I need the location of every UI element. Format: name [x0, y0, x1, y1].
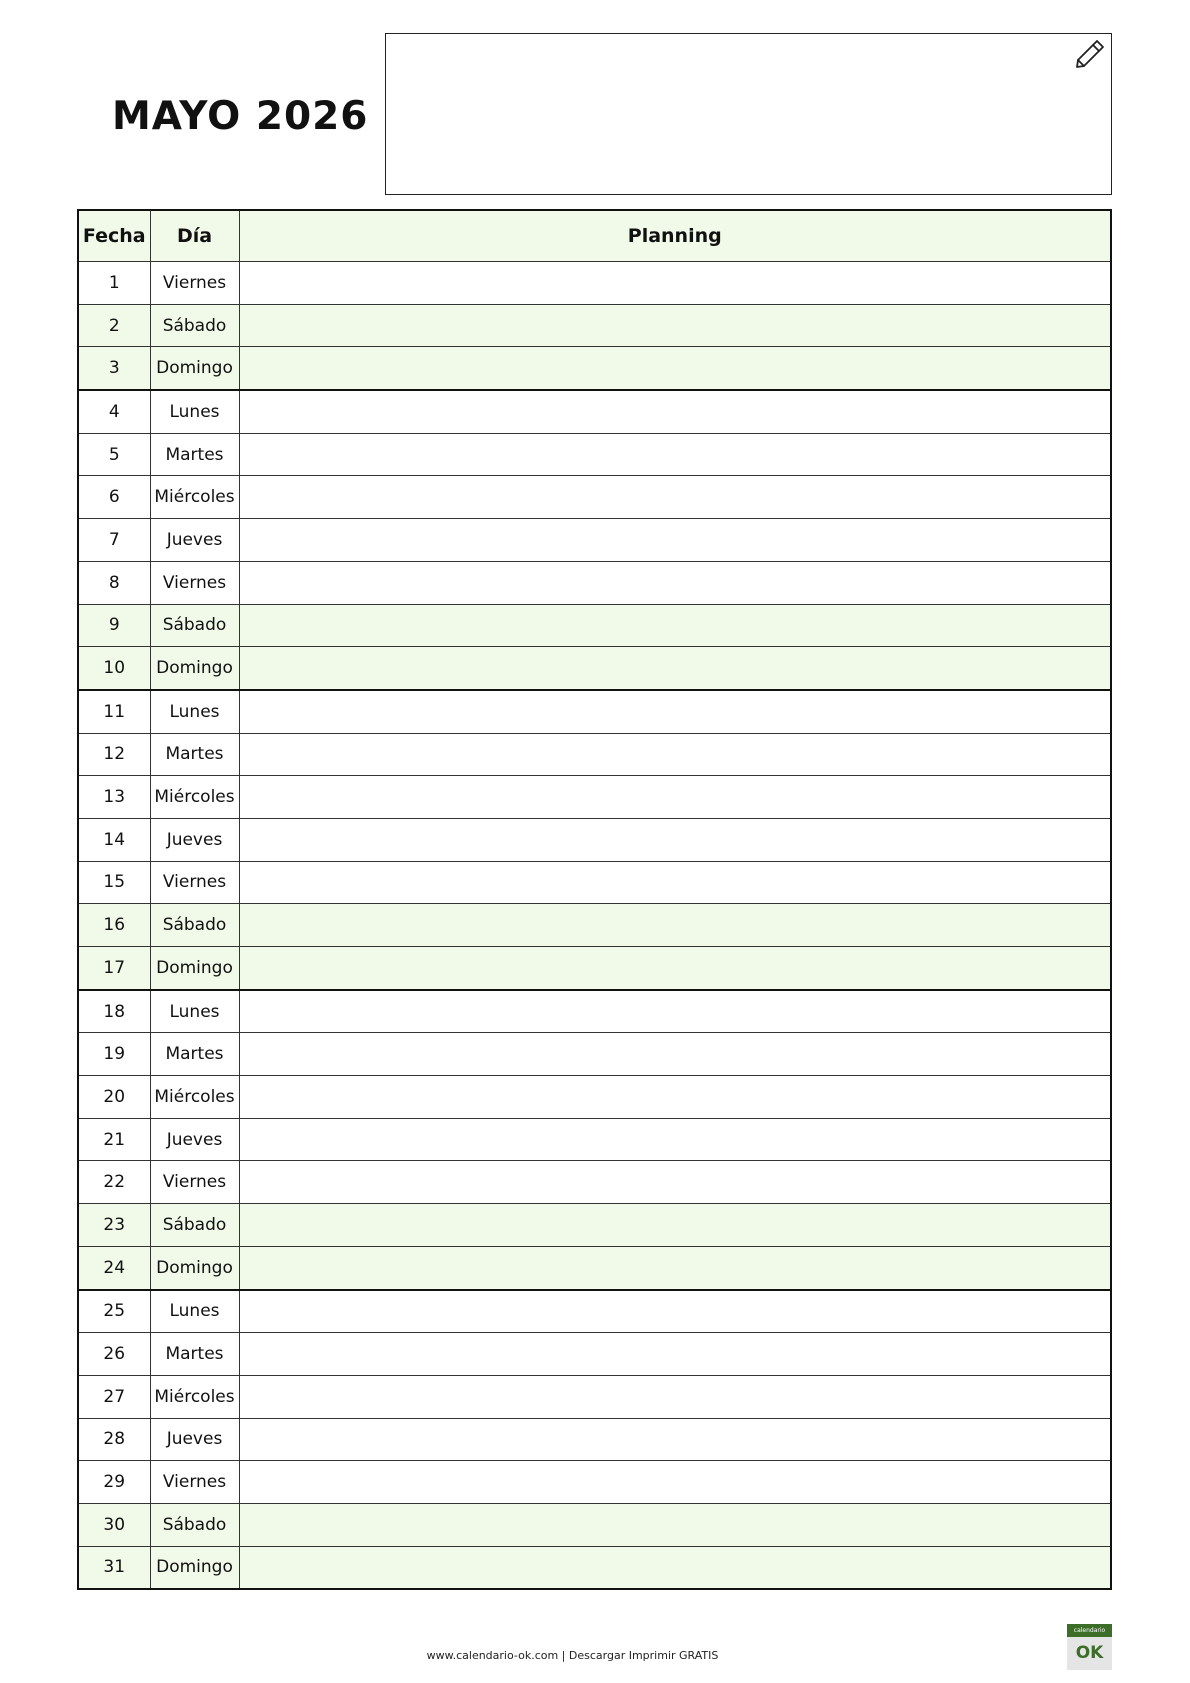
- pencil-icon[interactable]: [1073, 37, 1107, 71]
- date-cell: 16: [78, 904, 150, 947]
- day-cell: Martes: [150, 1333, 239, 1376]
- page-title: MAYO 2026: [112, 94, 369, 139]
- planning-cell[interactable]: [239, 390, 1111, 433]
- date-cell: 31: [78, 1546, 150, 1589]
- day-cell: Lunes: [150, 990, 239, 1033]
- table-row: [78, 647, 1111, 690]
- date-cell: 14: [78, 818, 150, 861]
- planning-cell[interactable]: [239, 1033, 1111, 1076]
- table-row: [78, 433, 1111, 476]
- table-row: [78, 1418, 1111, 1461]
- day-cell: Miércoles: [150, 776, 239, 819]
- table-row: [78, 1076, 1111, 1119]
- calendario-ok-logo[interactable]: [1067, 1624, 1112, 1670]
- header-fecha: Fecha: [78, 210, 150, 262]
- date-cell: 12: [78, 733, 150, 776]
- table-row: [78, 1375, 1111, 1418]
- day-cell: Jueves: [150, 519, 239, 562]
- day-cell: Miércoles: [150, 476, 239, 519]
- day-cell: Sábado: [150, 1503, 239, 1546]
- planning-cell[interactable]: [239, 861, 1111, 904]
- header-planning: Planning: [239, 210, 1111, 262]
- table-row: [78, 476, 1111, 519]
- date-cell: 18: [78, 990, 150, 1033]
- table-header-row: [78, 210, 1111, 262]
- date-cell: 11: [78, 690, 150, 733]
- date-cell: 8: [78, 561, 150, 604]
- planning-cell[interactable]: [239, 1375, 1111, 1418]
- date-cell: 2: [78, 304, 150, 347]
- planning-cell[interactable]: [239, 733, 1111, 776]
- date-cell: 28: [78, 1418, 150, 1461]
- planning-table: [77, 209, 1112, 1590]
- table-row: [78, 690, 1111, 733]
- planning-cell[interactable]: [239, 776, 1111, 819]
- table-row: [78, 347, 1111, 390]
- day-cell: Domingo: [150, 947, 239, 990]
- table-row: [78, 904, 1111, 947]
- planning-cell[interactable]: [239, 1418, 1111, 1461]
- table-row: [78, 1204, 1111, 1247]
- table-row: [78, 1118, 1111, 1161]
- day-cell: Viernes: [150, 861, 239, 904]
- footer-text: www.calendario-ok.com | Descargar Imprimir GRATIS: [426, 1649, 719, 1662]
- table-row: [78, 733, 1111, 776]
- planning-cell[interactable]: [239, 647, 1111, 690]
- table-row: [78, 1546, 1111, 1589]
- day-cell: Jueves: [150, 818, 239, 861]
- planning-cell[interactable]: [239, 304, 1111, 347]
- planning-cell[interactable]: [239, 604, 1111, 647]
- table-row: [78, 390, 1111, 433]
- logo-top-text: calendario: [1067, 1624, 1112, 1637]
- date-cell: 1: [78, 262, 150, 305]
- day-cell: Lunes: [150, 690, 239, 733]
- day-cell: Domingo: [150, 1546, 239, 1589]
- table-row: [78, 519, 1111, 562]
- planning-cell[interactable]: [239, 476, 1111, 519]
- planning-cell[interactable]: [239, 561, 1111, 604]
- table-row: [78, 561, 1111, 604]
- table-row: [78, 1033, 1111, 1076]
- planning-cell[interactable]: [239, 347, 1111, 390]
- day-cell: Martes: [150, 433, 239, 476]
- table-row: [78, 262, 1111, 305]
- table-row: [78, 1161, 1111, 1204]
- day-cell: Viernes: [150, 1461, 239, 1504]
- planning-cell[interactable]: [239, 519, 1111, 562]
- day-cell: Sábado: [150, 1204, 239, 1247]
- planning-cell[interactable]: [239, 990, 1111, 1033]
- planning-cell[interactable]: [239, 1246, 1111, 1289]
- table-row: [78, 1503, 1111, 1546]
- table-row: [78, 990, 1111, 1033]
- date-cell: 6: [78, 476, 150, 519]
- day-cell: Domingo: [150, 647, 239, 690]
- day-cell: Lunes: [150, 1290, 239, 1333]
- date-cell: 22: [78, 1161, 150, 1204]
- planning-cell[interactable]: [239, 433, 1111, 476]
- table-row: [78, 604, 1111, 647]
- day-cell: Domingo: [150, 347, 239, 390]
- date-cell: 21: [78, 1118, 150, 1161]
- date-cell: 9: [78, 604, 150, 647]
- planning-cell[interactable]: [239, 262, 1111, 305]
- day-cell: Viernes: [150, 1161, 239, 1204]
- table-row: [78, 1290, 1111, 1333]
- table-row: [78, 776, 1111, 819]
- table-row: [78, 1461, 1111, 1504]
- logo-bottom-text: OK: [1067, 1637, 1112, 1670]
- planning-cell[interactable]: [239, 1076, 1111, 1119]
- planning-cell[interactable]: [239, 904, 1111, 947]
- date-cell: 26: [78, 1333, 150, 1376]
- date-cell: 30: [78, 1503, 150, 1546]
- day-cell: Domingo: [150, 1246, 239, 1289]
- table-row: [78, 1246, 1111, 1289]
- day-cell: Jueves: [150, 1118, 239, 1161]
- planning-cell[interactable]: [239, 818, 1111, 861]
- table-row: [78, 947, 1111, 990]
- date-cell: 29: [78, 1461, 150, 1504]
- notes-box[interactable]: [385, 33, 1112, 195]
- planning-cell[interactable]: [239, 1503, 1111, 1546]
- planning-cell[interactable]: [239, 1290, 1111, 1333]
- day-cell: Martes: [150, 733, 239, 776]
- date-cell: 15: [78, 861, 150, 904]
- date-cell: 20: [78, 1076, 150, 1119]
- planning-cell[interactable]: [239, 690, 1111, 733]
- day-cell: Miércoles: [150, 1076, 239, 1119]
- day-cell: Miércoles: [150, 1375, 239, 1418]
- day-cell: Lunes: [150, 390, 239, 433]
- planning-cell[interactable]: [239, 1333, 1111, 1376]
- date-cell: 5: [78, 433, 150, 476]
- date-cell: 25: [78, 1290, 150, 1333]
- date-cell: 17: [78, 947, 150, 990]
- table-row: [78, 861, 1111, 904]
- date-cell: 19: [78, 1033, 150, 1076]
- planning-cell[interactable]: [239, 1204, 1111, 1247]
- table-row: [78, 818, 1111, 861]
- day-cell: Sábado: [150, 604, 239, 647]
- day-cell: Jueves: [150, 1418, 239, 1461]
- date-cell: 7: [78, 519, 150, 562]
- date-cell: 13: [78, 776, 150, 819]
- date-cell: 4: [78, 390, 150, 433]
- day-cell: Viernes: [150, 262, 239, 305]
- planning-cell[interactable]: [239, 1161, 1111, 1204]
- planning-cell[interactable]: [239, 1546, 1111, 1589]
- date-cell: 27: [78, 1375, 150, 1418]
- day-cell: Martes: [150, 1033, 239, 1076]
- date-cell: 10: [78, 647, 150, 690]
- day-cell: Sábado: [150, 304, 239, 347]
- date-cell: 23: [78, 1204, 150, 1247]
- planning-cell[interactable]: [239, 947, 1111, 990]
- header-dia: Día: [150, 210, 239, 262]
- date-cell: 24: [78, 1246, 150, 1289]
- planning-cell[interactable]: [239, 1118, 1111, 1161]
- table-row: [78, 304, 1111, 347]
- table-row: [78, 1333, 1111, 1376]
- planning-cell[interactable]: [239, 1461, 1111, 1504]
- day-cell: Viernes: [150, 561, 239, 604]
- day-cell: Sábado: [150, 904, 239, 947]
- date-cell: 3: [78, 347, 150, 390]
